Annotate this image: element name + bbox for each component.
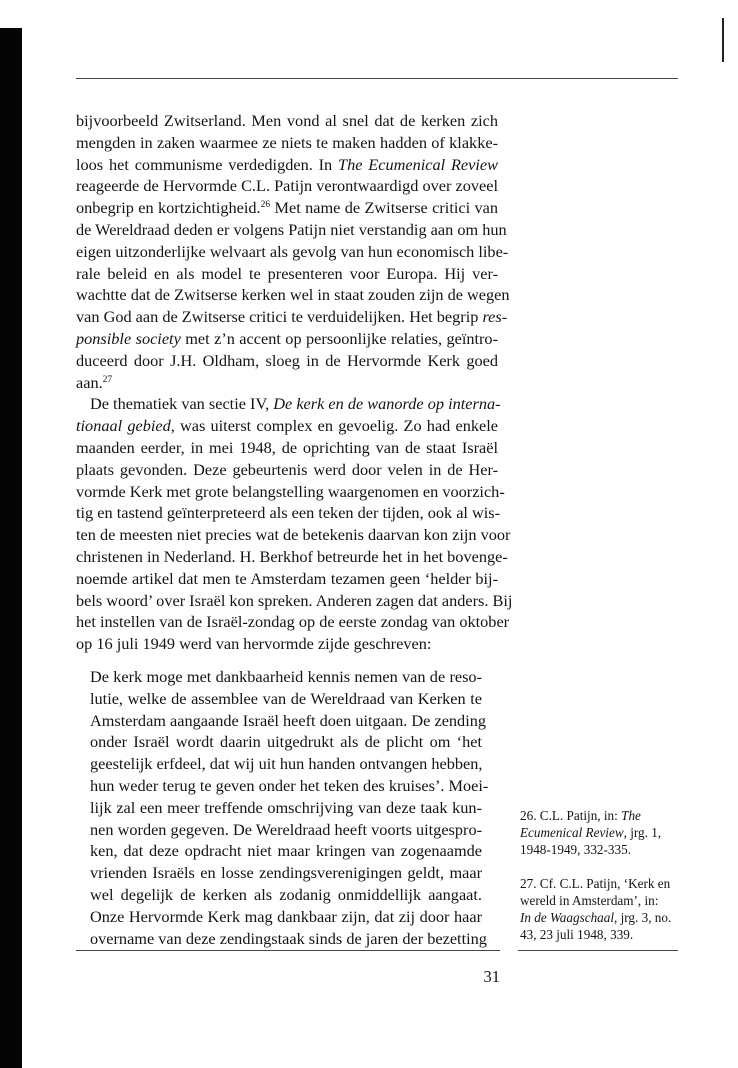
quote-line: overname van deze zendingstaak sinds de jaren der bezetting <box>90 928 487 948</box>
text-run: res- <box>482 307 508 327</box>
text-line <box>76 372 498 394</box>
quote-line: geestelijk erfdeel, dat wij uit hun handen ontvangen hebben, <box>90 754 483 774</box>
text-run: rale beleid en als model te presenteren voor Europa. Hij ver- <box>76 263 498 283</box>
text-run: christenen in Nederland. H. Berkhof betreurde het in het bovenge- <box>76 546 508 566</box>
quote-line: De kerk moge met dankbaarheid kennis nemen van de reso- <box>90 667 482 686</box>
text-run: loos het communisme verdedigden. In <box>76 154 339 174</box>
text-line <box>76 524 511 546</box>
text-run: het instellen van de Israël-zondag op de eerste zondag van oktober <box>76 612 510 632</box>
text-run: bijvoorbeeld Zwitserland. Men vond al snel dat de kerken zich <box>76 111 498 130</box>
text-run: De kerk en de wanorde op interna- <box>273 394 501 414</box>
footnote-26 <box>520 807 685 859</box>
main-text-column <box>76 110 513 655</box>
text-line <box>76 328 498 350</box>
text-line <box>76 590 513 612</box>
text-line <box>76 241 509 263</box>
text-run: maanden eerder, in mei 1948, de oprichting van de staat Israël <box>76 437 498 457</box>
footnote-line <box>520 824 685 841</box>
quote-line: Amsterdam aangaande Israël heeft doen uitgaan. De zending <box>90 710 487 730</box>
text-run: 27. Cf. C.L. Patijn, ‘Kerk en <box>520 875 671 891</box>
quote-line: ken, dat deze opdracht niet maar kringen van zogenaamde <box>90 841 482 861</box>
text-run: 26. C.L. Patijn, in: <box>520 808 622 823</box>
text-run: duceerd door J.H. Oldham, sloeg in de Hervormde Kerk goed <box>76 350 498 370</box>
text-run: tionaal gebied <box>76 416 171 436</box>
text-line <box>76 546 508 568</box>
footnote-line <box>520 807 685 824</box>
text-run: bels woord’ over Israël kon spreken. Anderen zagen dat anders. Bij <box>76 590 513 610</box>
quote-line: vrienden Israëls en losse zendingsverenigingen geldt, maar <box>90 863 482 883</box>
block-quote <box>90 666 489 949</box>
text-line <box>76 393 501 415</box>
text-line <box>76 415 498 437</box>
quote-line: hun weder terug te geven onder het teken des kruises’. Moei- <box>90 775 489 795</box>
text-run: wachtte dat de Zwitserse kerken wel in staat zouden zijn de wegen <box>76 285 510 305</box>
footnote-line <box>520 841 685 858</box>
text-run: Ecumenical Review <box>520 825 624 841</box>
text-run: ten de meesten niet precies wat de betekenis daarvan kon zijn voor <box>76 525 511 545</box>
text-line <box>76 633 498 655</box>
text-run: onbegrip en kortzichtigheid. <box>76 198 261 218</box>
text-run: aan. <box>76 372 103 392</box>
text-run: met z’n accent op persoonlijke relaties, geïntro- <box>180 328 498 348</box>
text-line <box>76 459 498 481</box>
text-line <box>76 197 498 219</box>
text-run: , was uiterst complex en gevoelig. Zo had enkele <box>170 416 498 436</box>
text-run: vormde Kerk met grote belangstelling waargenomen en voorzich- <box>76 481 505 501</box>
header-rule <box>76 78 678 79</box>
quote-line: lijk zal een meer treffende omschrijving van deze taak kun- <box>90 797 482 817</box>
footnote-line <box>520 875 685 892</box>
text-run: noemde artikel dat men te Amsterdam tezamen geen ‘helder bij- <box>76 568 498 588</box>
text-run: de Wereldraad deden er volgens Patijn niet verstandig aan om hun <box>76 219 507 239</box>
footer-rule-side <box>518 950 678 951</box>
text-line <box>76 481 505 503</box>
quote-line: Onze Hervormde Kerk mag dankbaar zijn, dat zij door haar <box>90 906 482 926</box>
footnote-ref[interactable]: 26 <box>260 200 271 211</box>
text-run: eigen uitzonderlijke welvaart als gevolg van hun economisch libe- <box>76 241 509 261</box>
text-run: The Ecumenical Review <box>338 154 498 174</box>
text-run: De thematiek van sectie IV, <box>90 394 274 414</box>
text-run: 43, 23 juli 1948, 339. <box>520 927 634 943</box>
footnote-27 <box>520 875 685 944</box>
text-run: 1948-1949, 332-335. <box>520 842 631 858</box>
text-line <box>76 306 508 328</box>
text-run: In de Waagschaal <box>520 910 615 926</box>
quote-line: wel degelijk de kerken als zodanig onmiddellijk aangaat. <box>90 884 482 904</box>
text-line <box>76 219 507 241</box>
text-line <box>76 611 510 633</box>
text-line <box>76 110 498 132</box>
text-line <box>76 154 498 176</box>
corner-mark <box>722 18 724 62</box>
quote-line: lutie, welke de assemblee van de Wereldraad van Kerken te <box>90 688 482 708</box>
text-run: , jrg. 1, <box>623 825 662 841</box>
text-line <box>76 350 498 372</box>
text-line <box>76 263 498 285</box>
quote-line: onder Israël wordt daarin uitgedrukt als de plicht om ‘het <box>90 732 482 752</box>
quote-line: nen worden gegeven. De Wereldraad heeft voorts uitgespro- <box>90 819 482 839</box>
text-run: van God aan de Zwitserse critici te verduidelijken. Het begrip <box>76 307 483 327</box>
page-number: 31 <box>483 967 500 986</box>
text-run: mengden in zaken waarmee ze niets te maken hadden of klakke- <box>76 132 498 152</box>
text-run: , jrg. 3, no. <box>614 910 672 926</box>
footnote-line <box>520 926 685 943</box>
footnotes-column <box>520 807 685 959</box>
footnote-ref[interactable]: 27 <box>102 374 113 385</box>
text-line <box>76 132 498 154</box>
text-run: tig en tastend geïnterpreteerd als een teken der tijden, ook al wis- <box>76 503 501 523</box>
text-run: reageerde de Hervormde C.L. Patijn verontwaardigd over zoveel <box>76 176 498 196</box>
text-run: plaats gevonden. Deze gebeurtenis werd door velen in de Her- <box>76 459 498 479</box>
text-run: Met name de Zwitserse critici van <box>270 198 498 218</box>
footnote-line <box>520 909 685 926</box>
text-line <box>76 502 501 524</box>
text-run: The <box>621 808 641 823</box>
text-run: wereld in Amsterdam’, in: <box>520 892 659 908</box>
text-line <box>76 284 510 306</box>
text-run: ponsible society <box>76 328 181 348</box>
footer-rule-main <box>76 950 500 951</box>
text-line <box>76 175 498 197</box>
text-line <box>76 437 498 459</box>
text-run: op 16 juli 1949 werd van hervormde zijde geschreven: <box>76 634 432 654</box>
text-line <box>76 568 498 590</box>
footnote-line <box>520 892 685 909</box>
scan-edge-shadow <box>0 28 22 1068</box>
